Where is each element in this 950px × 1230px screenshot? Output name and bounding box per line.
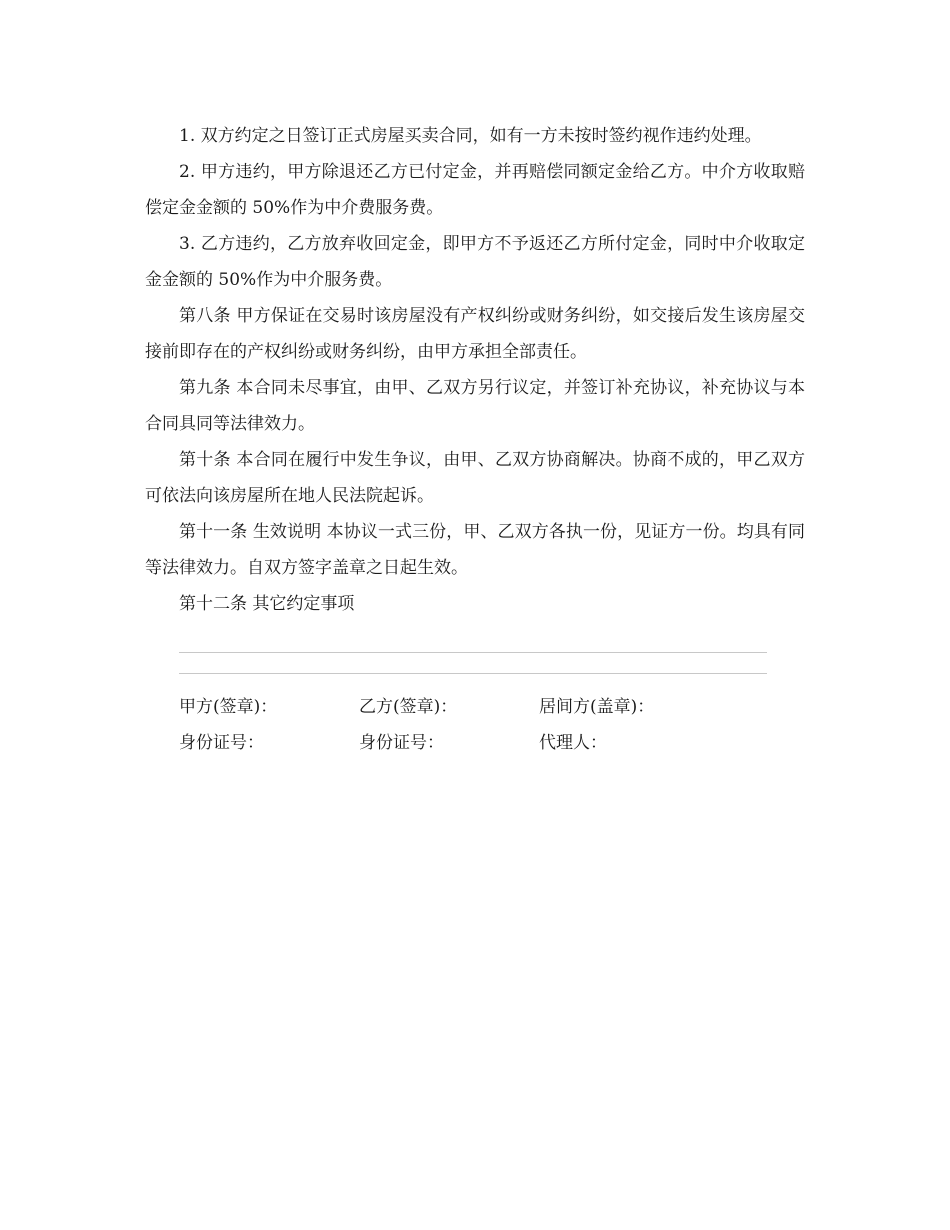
clause-paragraph: 1. 双方约定之日签订正式房屋买卖合同，如有一方未按时签约视作违约处理。 (179, 126, 762, 146)
clause-paragraph: 3. 乙方违约，乙方放弃收回定金，即甲方不予返还乙方所付定金，同时中介收取定金金额的 50%作为中介服务费。 (145, 234, 805, 290)
agent-label: 代理人： (539, 733, 607, 753)
clause-paragraph: 第八条 甲方保证在交易时该房屋没有产权纠纷或财务纠纷，如交接后发生该房屋交接前即存在的产权纠纷或财务纠纷，由甲方承担全部责任。 (145, 306, 805, 362)
clause-paragraph: 2. 甲方违约，甲方除退还乙方已付定金，并再赔偿同额定金给乙方。中介方收取赔偿定金金额的 50%作为中介费服务费。 (145, 162, 805, 218)
clause-paragraph: 第九条 本合同未尽事宜，由甲、乙双方另行议定，并签订补充协议，补充协议与本合同具同等法律效力。 (145, 378, 805, 434)
document-page (145, 118, 805, 761)
party-a-signature-label: 甲方(签章)： (179, 697, 278, 717)
clause-paragraph: 第十条 本合同在履行中发生争议，由甲、乙双方协商解决。协商不成的，甲乙双方可依法向该房屋所在地人民法院起诉。 (145, 450, 805, 506)
party-b-signature-label: 乙方(签章)： (359, 697, 458, 717)
fill-in-line (179, 673, 767, 674)
clause-paragraph: 第十一条 生效说明 本协议一式三份，甲、乙双方各执一份，见证方一份。均具有同等法律效力。自双方签字盖章之日起生效。 (145, 522, 805, 578)
fill-in-line (179, 652, 767, 653)
signature-block (145, 689, 805, 761)
party-b-id-label: 身份证号： (359, 733, 444, 753)
id-row (179, 725, 805, 761)
other-terms-heading: 第十二条 其它约定事项 (179, 594, 355, 614)
signature-row (179, 689, 805, 725)
intermediary-seal-label: 居间方(盖章)： (539, 697, 655, 717)
party-a-id-label: 身份证号： (179, 733, 264, 753)
